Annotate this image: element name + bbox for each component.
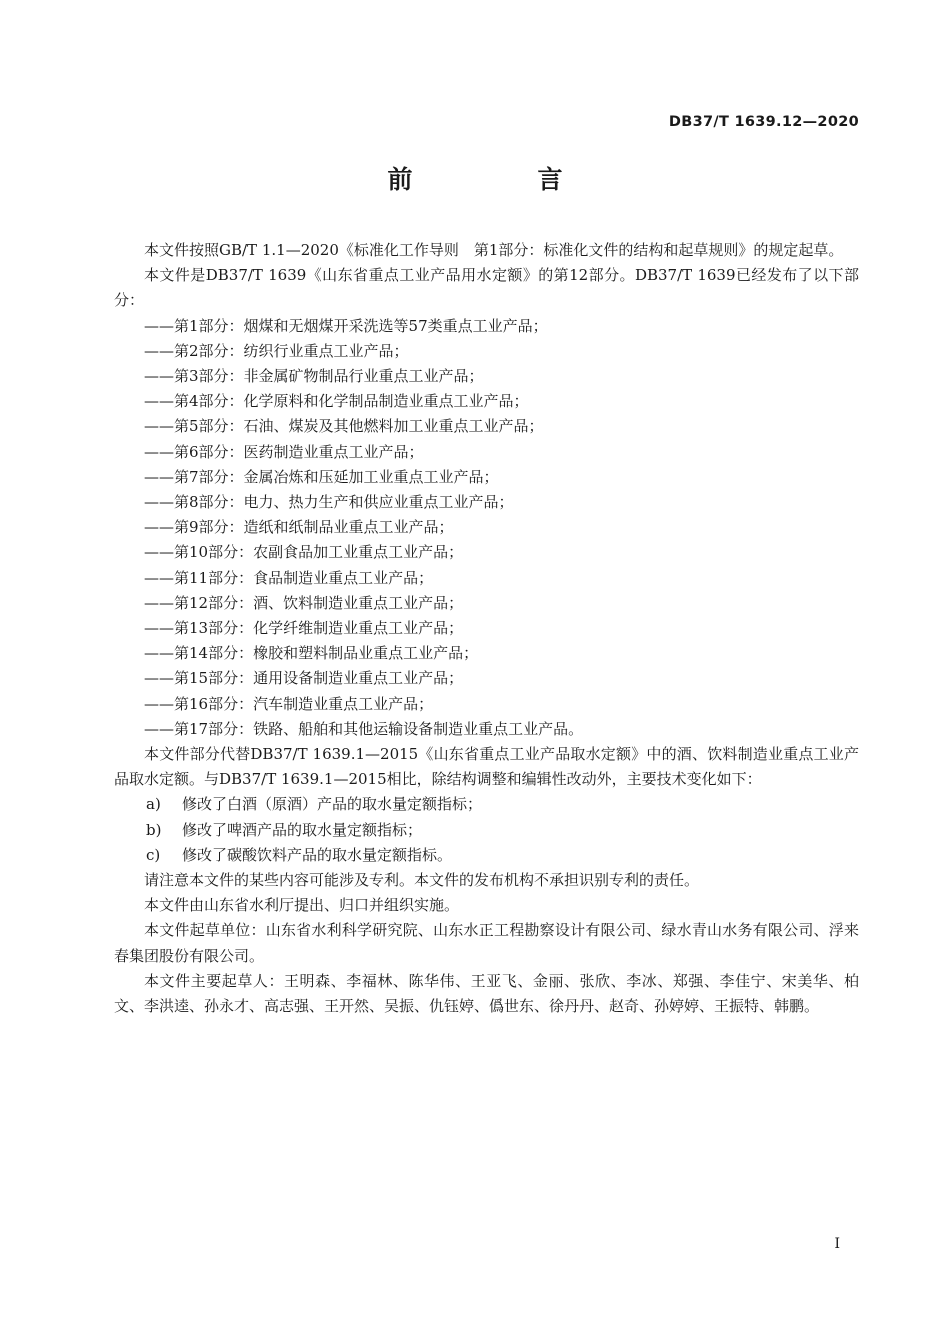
- list-item: ——第5部分：石油、煤炭及其他燃料加工业重点工业产品；: [144, 417, 544, 436]
- list-item: ——第14部分：橡胶和塑料制品业重点工业产品；: [144, 644, 479, 663]
- paragraph-drafting-units: 本文件起草单位：山东省水利科学研究院、山东水正工程勘察设计有限公司、绿水青山水务有限公司、浮来春集团股份有限公司。: [114, 921, 859, 965]
- parts-list: [114, 314, 859, 742]
- item-marker: c): [146, 845, 161, 864]
- list-item: ——第16部分：汽车制造业重点工业产品；: [144, 694, 434, 713]
- paragraph-series-intro: 本文件是DB37/T 1639《山东省重点工业产品用水定额》的第12部分。DB37/T 1639已经发布了以下部分：: [114, 266, 859, 310]
- paragraph-replacement: 本文件部分代替DB37/T 1639.1—2015《山东省重点工业产品取水定额》中的酒、饮料制造业重点工业产品取水定额。与DB37/T 1639.1—2015相比，除结构调整和编辑性改动外，主要技术变化如下：: [114, 745, 859, 789]
- page-number: I: [834, 1236, 840, 1252]
- paragraph-drafters: 本文件主要起草人：王明森、李福林、陈华伟、王亚飞、金丽、张欣、李冰、郑强、李佳宁、宋美华、柏文、李洪逵、孙永才、高志强、王开然、吴振、仇钰婷、僞世东、徐丹丹、赵奇、孙婷婷、王振特、韩鹏。: [114, 971, 859, 1016]
- list-item: ——第13部分：化学纤维制造业重点工业产品；: [144, 619, 464, 638]
- list-item: ——第9部分：造纸和纸制品业重点工业产品；: [144, 518, 454, 537]
- item-text: 修改了啤酒产品的取水量定额指标；: [182, 820, 423, 839]
- list-item: ——第7部分：金属冶炼和压延加工业重点工业产品；: [144, 467, 499, 486]
- item-marker: a): [146, 795, 161, 814]
- item-marker: b): [146, 820, 162, 839]
- foreword-body: [114, 238, 859, 1019]
- changes-list: [114, 792, 859, 868]
- document-code: DB37/T 1639.12—2020: [668, 114, 859, 130]
- change-item: [114, 792, 859, 817]
- list-item: ——第3部分：非金属矿物制品行业重点工业产品；: [144, 367, 484, 386]
- item-text: 修改了碳酸饮料产品的取水量定额指标。: [182, 845, 453, 864]
- change-item: [114, 843, 859, 868]
- list-item: ——第6部分：医药制造业重点工业产品；: [144, 442, 424, 461]
- paragraph-proposer: 本文件由山东省水利厅提出、归口并组织实施。: [144, 896, 460, 915]
- list-item: ——第2部分：纺织行业重点工业产品；: [144, 341, 409, 360]
- list-item: ——第15部分：通用设备制造业重点工业产品；: [144, 669, 464, 688]
- change-item: [114, 818, 859, 843]
- item-text: 修改了白酒（原酒）产品的取水量定额指标；: [182, 795, 483, 814]
- list-item: ——第12部分：酒、饮料制造业重点工业产品；: [144, 593, 464, 612]
- page-title: 前 言: [387, 165, 613, 194]
- paragraph-drafting-rules: 本文件按照GB/T 1.1—2020《标准化工作导则 第1部分：标准化文件的结构和起草规则》的规定起草。: [144, 241, 844, 259]
- list-item: ——第1部分：烟煤和无烟煤开采洗选等57类重点工业产品；: [144, 316, 548, 335]
- paragraph-patent-notice: 请注意本文件的某些内容可能涉及专利。本文件的发布机构不承担识别专利的责任。: [144, 871, 700, 890]
- list-item: ——第11部分：食品制造业重点工业产品；: [144, 568, 434, 587]
- list-item: ——第4部分：化学原料和化学制品制造业重点工业产品；: [144, 392, 529, 411]
- list-item: ——第17部分：铁路、船舶和其他运输设备制造业重点工业产品。: [144, 719, 584, 738]
- list-item: ——第8部分：电力、热力生产和供应业重点工业产品；: [144, 493, 514, 512]
- list-item: ——第10部分：农副食品加工业重点工业产品；: [144, 543, 464, 562]
